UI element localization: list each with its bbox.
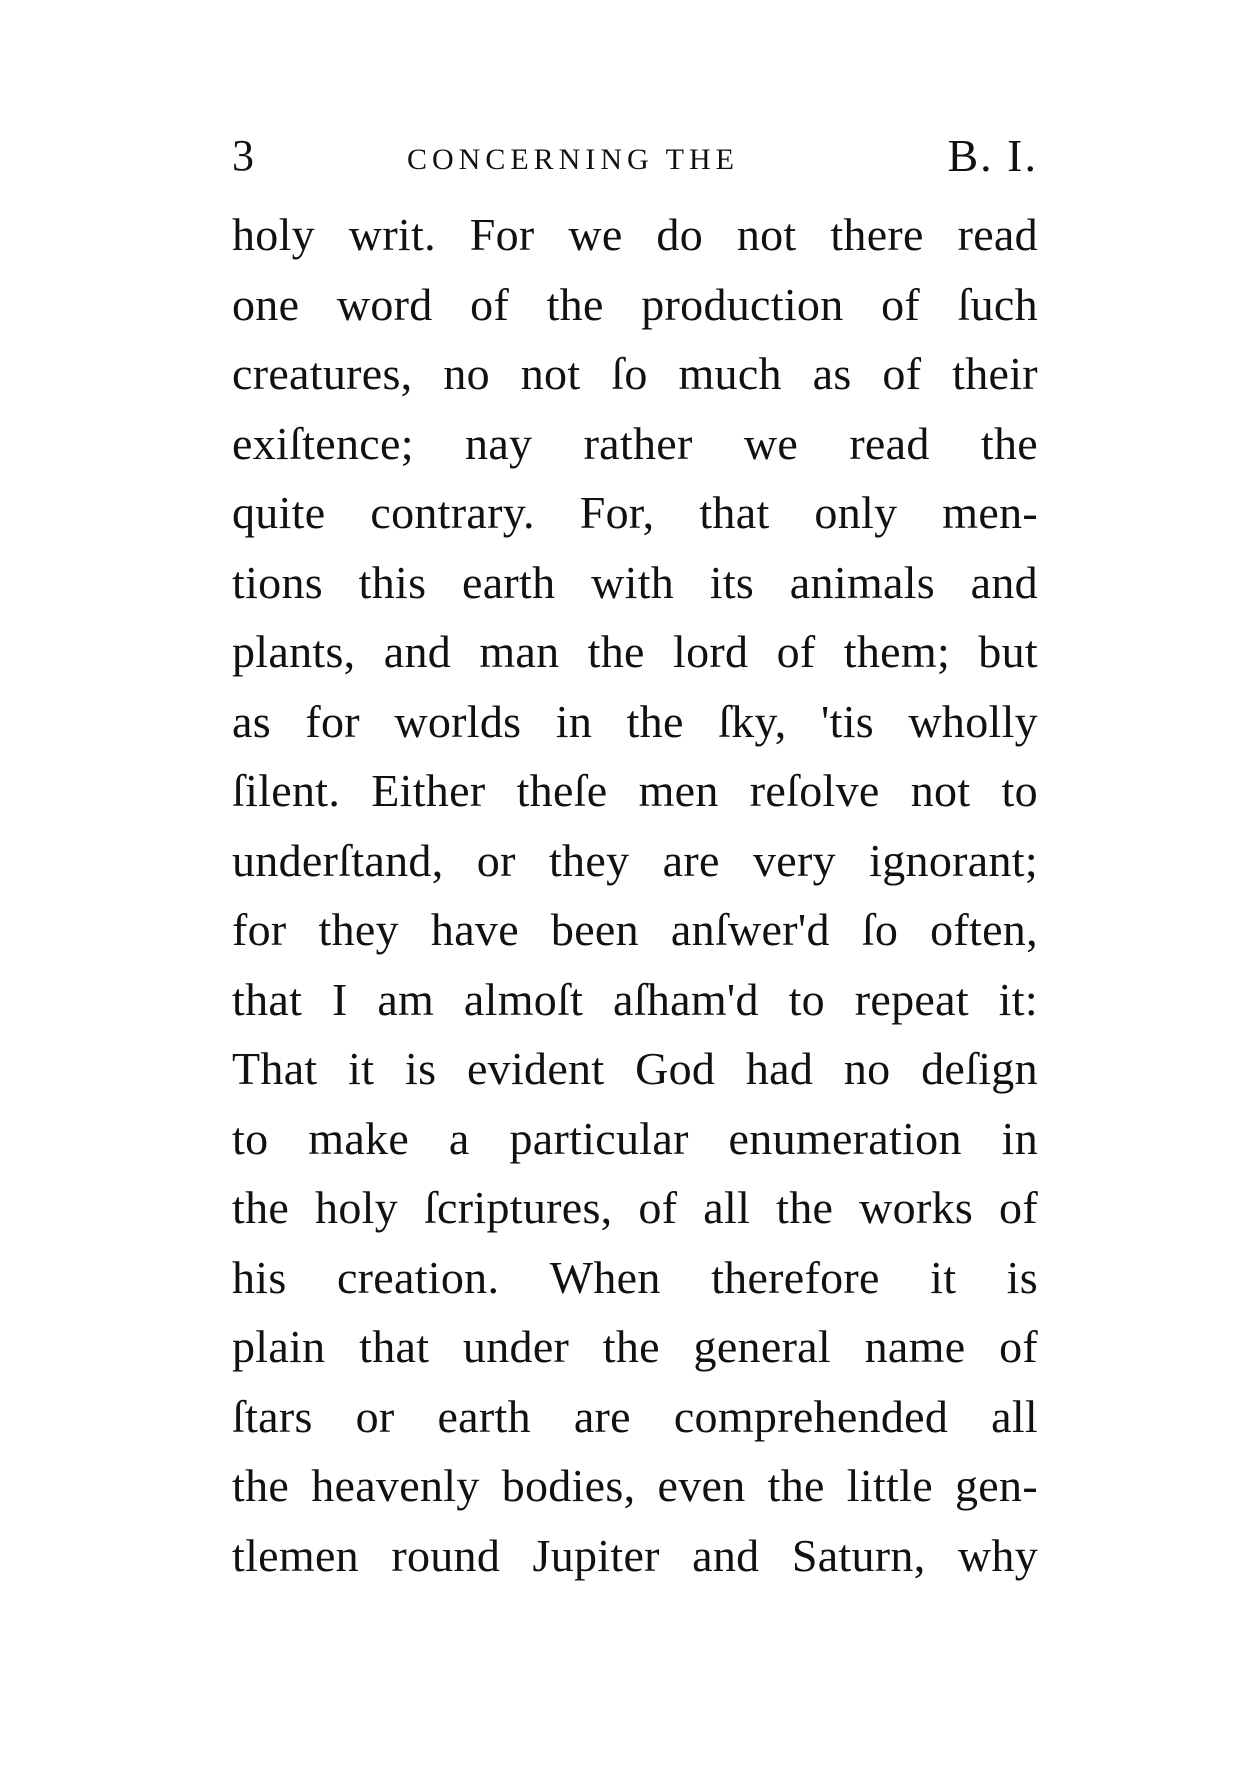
text-line: plants, and man the lord of them; but — [232, 626, 1038, 677]
page-number: 3 — [232, 131, 254, 180]
text-line: to make a particular enumeration in — [232, 1112, 1038, 1164]
text-line: That it is evident God had no deſign — [232, 1043, 1038, 1094]
text-line: tlemen round Jupiter and Saturn, why — [232, 1529, 1038, 1581]
text-line: underſtand, or they are very ignorant; — [232, 834, 1038, 886]
text-line: tions this earth with its animals and — [232, 556, 1038, 608]
text-line: quite contrary. For, that only men- — [232, 487, 1038, 538]
text-line: his creation. When therefore it is — [232, 1251, 1038, 1303]
body-text — [232, 200, 1038, 1590]
text-line: plain that under the general name of — [232, 1321, 1038, 1372]
running-head — [232, 128, 1038, 184]
text-line: one word of the production of ſuch — [232, 278, 1038, 330]
text-line: ſilent. Either theſe men reſolve not to — [232, 765, 1038, 816]
running-title: CONCERNING THE — [407, 143, 739, 176]
text-line: for they have been anſwer'd ſo often, — [232, 904, 1038, 955]
text-line: creatures, no not ſo much as of their — [232, 348, 1038, 399]
text-line: the holy ſcriptures, of all the works of — [232, 1182, 1038, 1233]
text-line: holy writ. For we do not there read — [232, 209, 1038, 260]
text-line: the heavenly bodies, even the little gen- — [232, 1460, 1038, 1511]
text-line: as for worlds in the ſky, 'tis wholly — [232, 695, 1038, 747]
text-line: that I am almoſt aſham'd to repeat it: — [232, 973, 1038, 1025]
text-line: ſtars or earth are comprehended all — [232, 1390, 1038, 1442]
text-line: exiſtence; nay rather we read the — [232, 417, 1038, 469]
book-indicator: B. I. — [947, 130, 1038, 181]
